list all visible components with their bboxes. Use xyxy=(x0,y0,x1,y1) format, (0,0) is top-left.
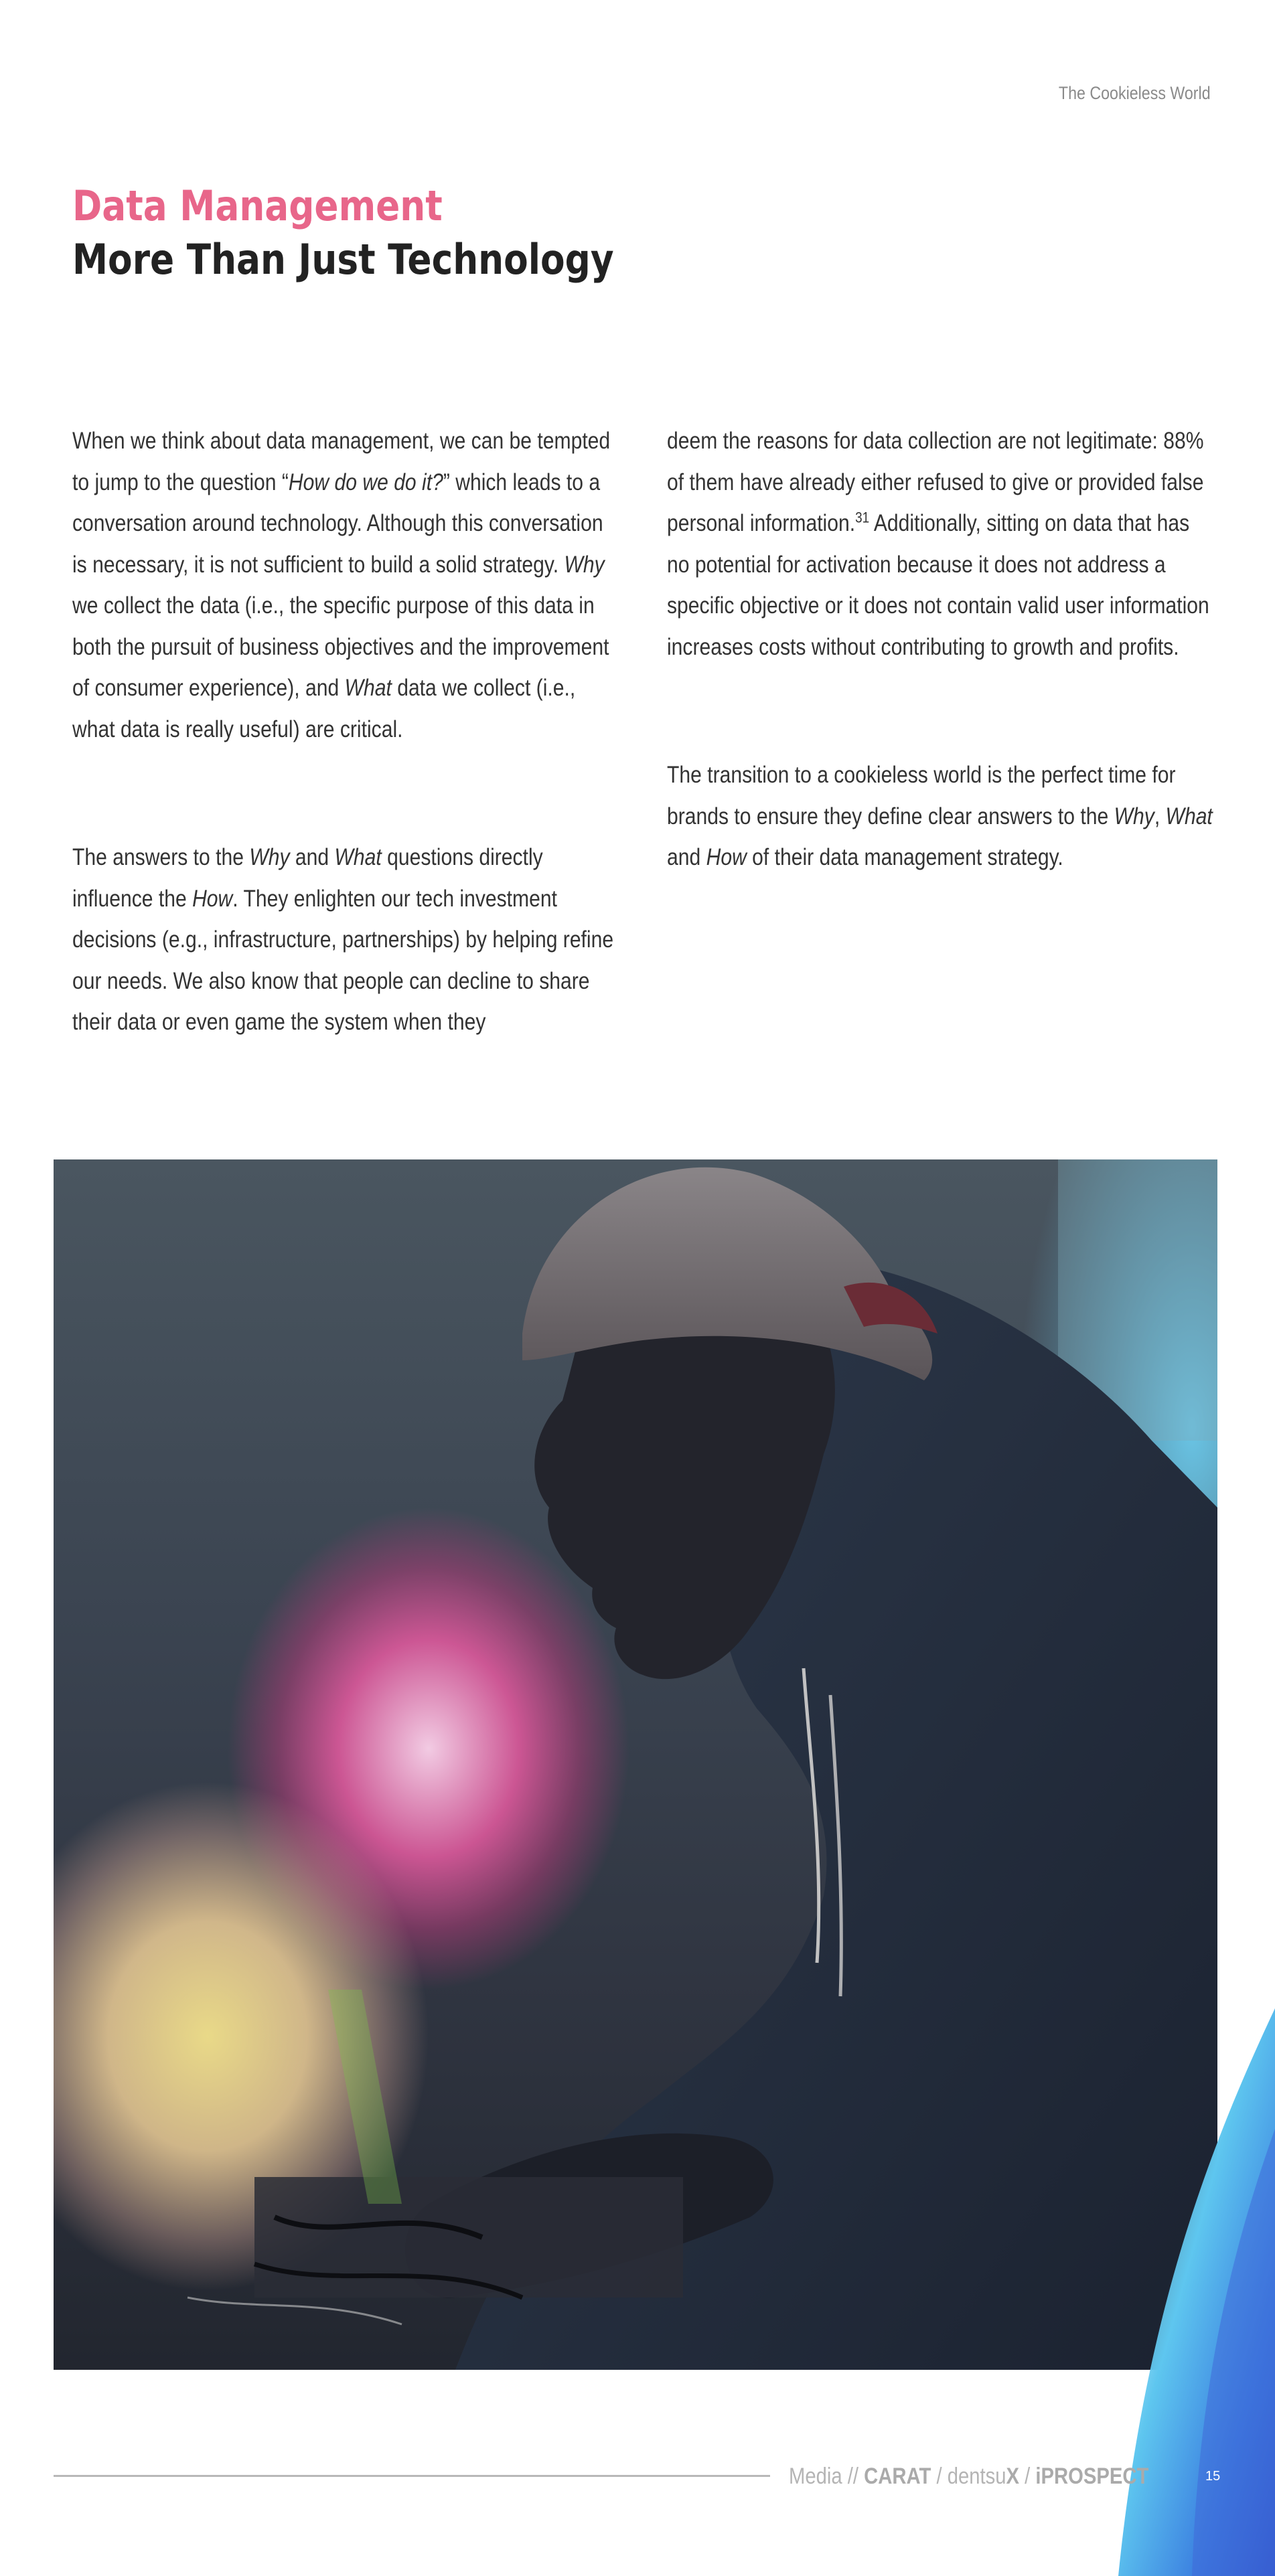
text-run: ” which leads to a conversation around technology. Although this conversation is necessary, it is not sufficient to build a solid strategy. xyxy=(72,469,603,578)
section-subtitle: More Than Just Technology xyxy=(72,235,614,284)
italic-text: Why xyxy=(249,844,290,870)
text-run: questions directly influence the xyxy=(72,844,543,912)
iprospect-logo-text: iPROSPECT xyxy=(1035,2464,1149,2489)
italic-text: What xyxy=(334,844,382,870)
left-column xyxy=(72,420,621,1043)
text-run: deem the reasons for data collection are not legitimate: 88% of them have already either refused to give or provided false personal information. xyxy=(667,428,1204,536)
footer-separator: / xyxy=(1025,2464,1031,2489)
italic-text: Why xyxy=(564,551,605,578)
footer-brands xyxy=(789,2464,1148,2490)
running-header: The Cookieless World xyxy=(1059,83,1211,103)
italic-text: How xyxy=(706,844,747,870)
italic-text: Why xyxy=(1114,803,1154,829)
text-run: . They enlighten our tech investment decisions (e.g., infrastructure, partnerships) by helping refine our needs. We also know that people can decline to share their data or even game the system when they xyxy=(72,885,614,1035)
paragraph xyxy=(72,837,621,1043)
paragraph xyxy=(667,754,1216,878)
text-run: data we collect (i.e., what data is really useful) are critical. xyxy=(72,675,576,742)
decorative-swoosh xyxy=(1045,2008,1275,2576)
right-column xyxy=(667,420,1216,878)
italic-text: What xyxy=(1165,803,1213,829)
title-block xyxy=(72,179,702,287)
text-run: The answers to the xyxy=(72,844,250,870)
dentsu-x-logo-mark: X xyxy=(1006,2464,1020,2489)
text-run: and xyxy=(667,844,706,870)
paragraph xyxy=(72,420,621,750)
dentsu-logo-text: dentsu xyxy=(947,2464,1006,2489)
italic-text: How xyxy=(192,885,233,912)
text-run: we collect the data (i.e., the specific purpose of this data in both the pursuit of business objectives and the improvement of consumer experience), and xyxy=(72,592,609,701)
footer-separator: / xyxy=(936,2464,942,2489)
footnote-ref: 31 xyxy=(855,509,870,526)
footer-rule xyxy=(54,2475,770,2477)
italic-text: What xyxy=(344,675,392,701)
hero-photo xyxy=(54,1159,1217,2370)
footer-media-label: Media // xyxy=(789,2464,859,2489)
paragraph xyxy=(667,420,1216,667)
text-run: The transition to a cookieless world is the perfect time for brands to ensure they define clear answers to the xyxy=(667,762,1176,829)
carat-logo-text: CARAT xyxy=(864,2464,931,2489)
italic-text: How do we do it? xyxy=(288,469,443,495)
text-run: of their data management strategy. xyxy=(746,844,1063,870)
page-number: 15 xyxy=(1205,2469,1221,2484)
text-run: and xyxy=(289,844,335,870)
section-title: Data Management xyxy=(72,181,443,230)
text-run: Additionally, sitting on data that has no potential for activation because it does not address a specific objective or it does not contain valid user information increases costs without contributing to growth and profits. xyxy=(667,510,1209,660)
text-run: When we think about data management, we can be tempted to jump to the question “ xyxy=(72,428,611,495)
text-run: , xyxy=(1154,803,1166,829)
person-silhouette-illustration xyxy=(54,1159,1217,2370)
